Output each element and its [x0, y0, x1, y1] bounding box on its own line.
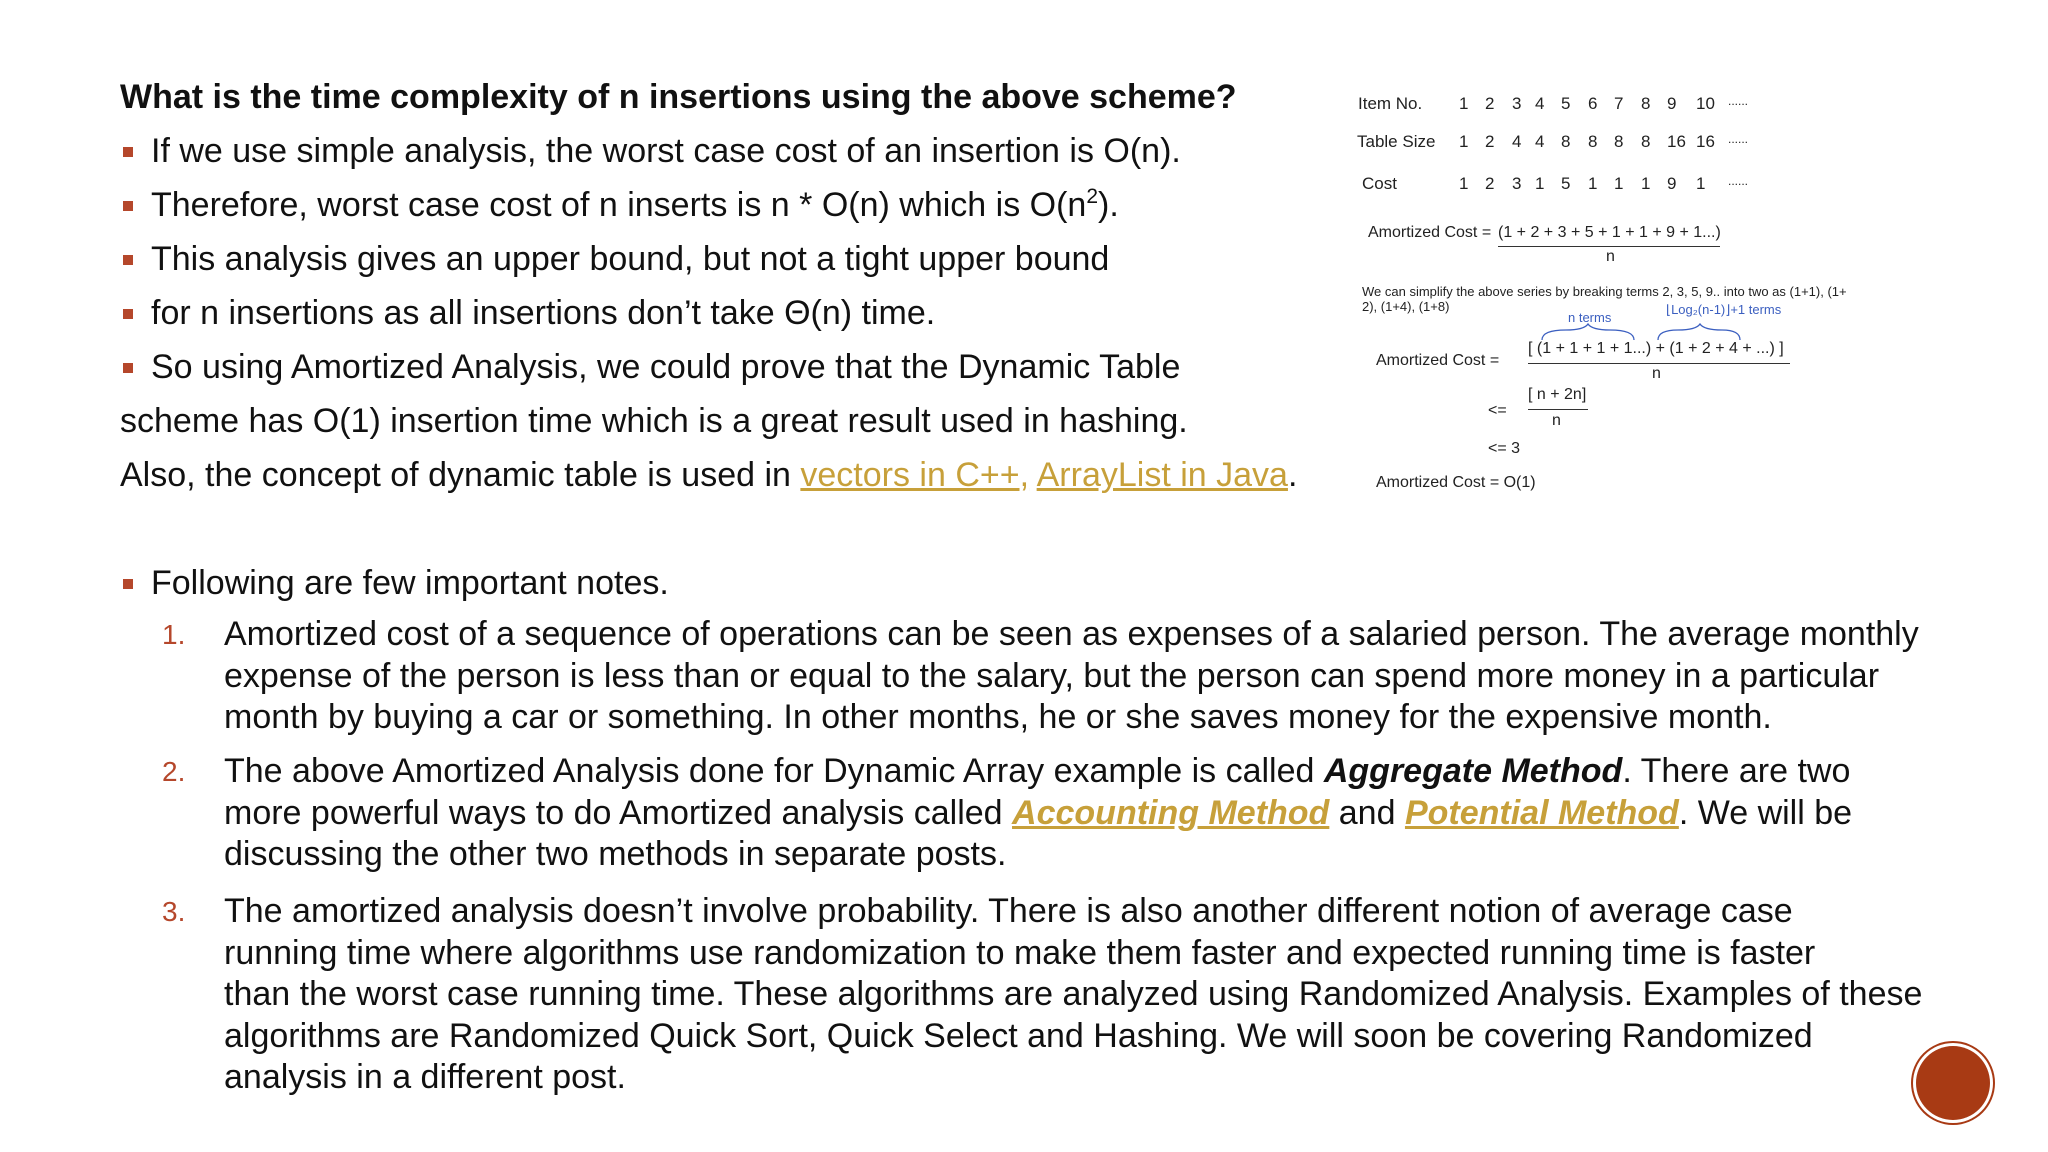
figure-cell: 2: [1485, 174, 1495, 193]
le-numerator: [ n + 2n]: [1528, 386, 1587, 403]
big-fraction-bar: [1528, 363, 1790, 364]
potential-method-link[interactable]: Potential Method: [1404, 793, 1679, 832]
figure-cell: 3: [1512, 94, 1522, 113]
amortized-label: Amortized Cost =: [1368, 224, 1492, 241]
figure-cell: 4: [1535, 94, 1545, 113]
note-number: 2.: [162, 756, 186, 787]
note-2: [162, 751, 2048, 876]
note-line: algorithms are Randomized Quick Sort, Quick Select and Hashing. We will soon be covering Randomized: [224, 1016, 1813, 1055]
figure-cell: 16: [1696, 132, 1715, 151]
n-terms-brace: [1542, 324, 1634, 340]
le-sign: <=: [1488, 402, 1507, 419]
log-terms-label: ⌊Log₂(n-1)⌋+1 terms: [1666, 302, 1782, 317]
amortized-series: (1 + 2 + 3 + 5 + 1 + 1 + 9 + 1...): [1498, 224, 1721, 241]
note-line: expense of the person is less than or equal to the salary, but the person can spend more money in a particular: [224, 656, 1880, 695]
slide-logo-badge: [1916, 1046, 1990, 1120]
le-three: <= 3: [1488, 440, 1521, 457]
figure-cell: 1: [1459, 132, 1469, 151]
paragraph-line-hashing: scheme has O(1) insertion time which is a great result used in hashing.: [120, 402, 1188, 440]
le-denominator: n: [1552, 412, 1561, 429]
figure-cell: 8: [1561, 132, 1571, 151]
note-line: than the worst case running time. These algorithms are analyzed using Randomized Analysis. Examples of these: [224, 975, 1923, 1013]
note-text: and: [1329, 793, 1405, 832]
arraylist-link[interactable]: ArrayList in Java: [1036, 456, 1288, 494]
link-separator: [1029, 456, 1037, 494]
bullet-text: If we use simple analysis, the worst case cost of an insertion is O(n).: [151, 132, 1181, 170]
figure-cell: 5: [1561, 94, 1571, 113]
note-line: analysis in a different post.: [224, 1058, 626, 1096]
note-line: Amortized cost of a sequence of operations can be seen as expenses of a salaried person. The average monthly: [224, 615, 1919, 653]
figure-cell: 1: [1459, 174, 1469, 193]
figure-cell: 9: [1667, 94, 1677, 113]
bullet-text: This analysis gives an upper bound, but not a tight upper bound: [151, 240, 1110, 278]
bullet-text: So using Amortized Analysis, we could prove that the Dynamic Table: [151, 348, 1181, 386]
bullet-amortized: [120, 340, 1320, 394]
superscript: 2: [1086, 185, 1099, 208]
figure-cell: 5: [1561, 174, 1571, 193]
figure-cell: 1: [1641, 174, 1651, 193]
notes-section: [120, 556, 2000, 1096]
bullet-text: Therefore, worst case cost of n inserts is n * O(n) which is O(n: [151, 186, 1087, 224]
big-numerator: [ (1 + 1 + 1 + 1...) + (1 + 2 + 4 + ...) ]: [1528, 340, 1784, 357]
figure-cell: 4: [1535, 132, 1545, 151]
bullet-simple-analysis: [120, 124, 1320, 178]
figure-cell: 6: [1588, 94, 1598, 113]
fraction-bar: [1498, 246, 1720, 247]
le-fraction-bar: [1528, 409, 1588, 410]
figure-cell: 8: [1641, 132, 1651, 151]
note-line: [224, 793, 2048, 835]
note-line: [224, 751, 2048, 793]
row-label-item-no: Item No.: [1358, 94, 1423, 113]
bullet-upper-bound: [120, 232, 1320, 286]
top-text-block: [120, 70, 1320, 502]
figure-cell: 10: [1696, 94, 1715, 113]
figure-cell: 8: [1588, 132, 1598, 151]
paragraph-line-dynamic-table: [120, 448, 1320, 502]
simplify-note-line-1: We can simplify the above series by breaking terms 2, 3, 5, 9.. into two as (1+1), (1+: [1362, 284, 1847, 299]
note-text: . There are two: [1622, 752, 1851, 790]
figure-row-ellipsis: ......: [1728, 94, 1749, 108]
note-text: . We will be: [1678, 793, 1853, 832]
note-text: more powerful ways to do Amortized analysis called: [224, 793, 1013, 832]
figure-cell: 1: [1535, 174, 1545, 193]
final-amortized-cost: Amortized Cost = O(1): [1376, 474, 1536, 491]
figure-cell: 1: [1696, 174, 1706, 193]
figure-cell: 9: [1667, 174, 1677, 193]
figure-cell: 7: [1614, 94, 1624, 113]
note-3: [162, 891, 2048, 1099]
figure-cell: 1: [1459, 94, 1469, 113]
log-terms-brace: [1658, 324, 1740, 340]
accounting-method-link[interactable]: Accounting Method: [1012, 793, 1330, 832]
amortized-cost-figure: [1352, 82, 1892, 512]
bullet-n-insertions: [120, 286, 1320, 340]
note-line: month by buying a car or something. In other months, he or she saves money for the expensive month.: [224, 698, 1772, 736]
figure-cell: 8: [1614, 132, 1624, 151]
figure-row-ellipsis: ......: [1728, 132, 1749, 146]
bullet-worst-case: [120, 178, 1320, 232]
note-text: The above Amortized Analysis done for Dynamic Array example is called: [224, 752, 1324, 790]
amortized-cost-eq-label: Amortized Cost =: [1376, 352, 1500, 369]
amortized-denominator: n: [1606, 248, 1615, 265]
period: .: [1287, 456, 1298, 494]
line-text: Also, the concept of dynamic table is used in: [120, 456, 801, 494]
bullet-text-end: ).: [1098, 186, 1119, 224]
notes-heading: Following are few important notes.: [120, 556, 2000, 610]
figure-cell: 16: [1667, 132, 1686, 151]
note-line: running time where algorithms use randomization to make them faster and expected running time is faster: [224, 933, 1816, 972]
question-heading: What is the time complexity of n insertions using the above scheme?: [120, 78, 1237, 116]
note-line: The amortized analysis doesn’t involve probability. There is also another different notion of average case: [224, 892, 1793, 930]
simplify-note-line-2: 2), (1+4), (1+8): [1362, 299, 1450, 314]
figure-cell: 2: [1485, 94, 1495, 113]
row-label-cost: Cost: [1362, 174, 1397, 193]
note-number: 3.: [162, 896, 186, 927]
figure-cell: 2: [1485, 132, 1495, 151]
figure-cell: 1: [1588, 174, 1598, 193]
aggregate-method-term: Aggregate Method: [1323, 752, 1623, 790]
figure-cell: 4: [1512, 132, 1522, 151]
n-terms-label: n terms: [1568, 310, 1612, 325]
figure-row-ellipsis: ......: [1728, 174, 1749, 188]
vectors-link[interactable]: vectors in C++,: [800, 456, 1030, 494]
figure-cell: 8: [1641, 94, 1651, 113]
bullet-text: for n insertions as all insertions don’t take Θ(n) time.: [151, 294, 936, 332]
big-denominator: n: [1652, 365, 1661, 382]
figure-cell: 1: [1614, 174, 1624, 193]
note-line: discussing the other two methods in separate posts.: [224, 835, 1007, 873]
note-1: [162, 614, 2048, 739]
row-label-table-size: Table Size: [1357, 132, 1436, 151]
figure-cell: 3: [1512, 174, 1522, 193]
note-number: 1.: [162, 619, 186, 650]
